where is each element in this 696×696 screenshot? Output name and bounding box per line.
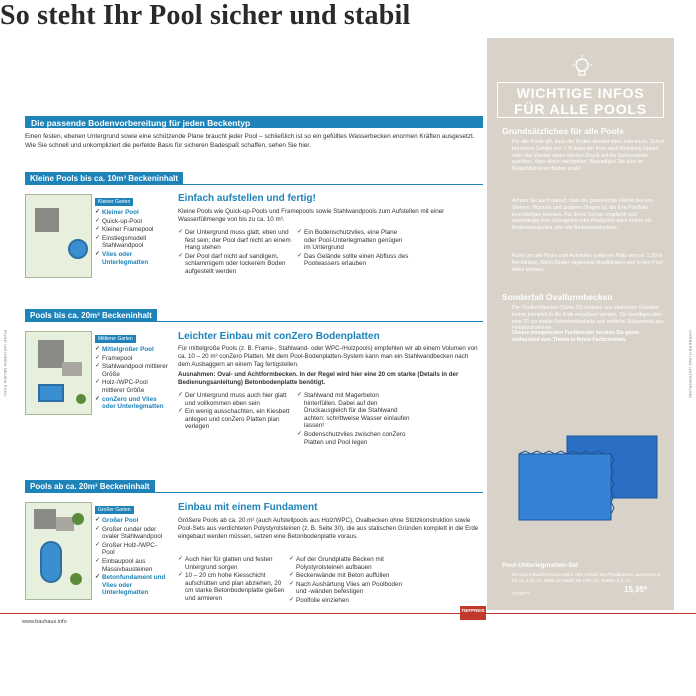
sidebar-text-5: Unsere kompetenten Fachberater beraten Sie gerne umfassend zum Thema in Ihrem Fachcentrum. xyxy=(512,330,640,343)
list-item: ✓ Großer Pool xyxy=(95,517,169,525)
house-icon xyxy=(34,509,56,529)
section-1-rule xyxy=(25,184,483,185)
product-name: Pool-Unterlegmatten-Set xyxy=(502,562,579,569)
sidebar-title-line1: WICHTIGE INFOS xyxy=(516,85,645,101)
lightbulb-icon xyxy=(570,55,594,81)
list-item: ✓ Ein wenig ausschachten, ein Kiesbett anlegen und conZero Platten plan verlegen xyxy=(178,408,291,431)
product-number: 2758977 xyxy=(512,591,530,596)
list-item: ✓ Stahlwandpool mittlerer Größe xyxy=(95,363,169,378)
section-3-col2 xyxy=(289,556,409,606)
list-item: ✓ Holz-/WPC-Pool mittlerer Größe xyxy=(95,379,169,394)
garden-tag-small: Kleiner Garten xyxy=(95,198,133,206)
list-item: ✓ Einbaupool aus Massivbausteinen xyxy=(95,558,169,573)
footer-url[interactable]: www.bauhaus.info xyxy=(22,619,67,625)
medium-pool-checklist xyxy=(95,346,169,412)
page-title: So steht Ihr Pool sicher und stabil xyxy=(0,0,411,31)
list-item: ✓ Großer Holz-/WPC-Pool xyxy=(95,542,169,557)
section-1-col2 xyxy=(297,229,410,269)
section-2-bar: Pools bis ca. 20m³ Beckeninhalt xyxy=(25,309,157,321)
section-2-bold-text: Ausnahmen: Oval- und Achtformbecken. In der Regel wird hier eine 20 cm starke (Details in der Bedienungsanleitung) Betonbodenplatte benötigt. xyxy=(178,371,459,386)
section-2-rule xyxy=(25,321,483,322)
list-item: ✓ Mittelgroßer Pool xyxy=(95,346,169,354)
garden-tag-medium: Mittlerer Garten xyxy=(95,335,136,343)
section-2-text: Für mittelgroße Pools (z. B. Frame-, Stahlwand- oder WPC-/Holzpools) empfehlen wir ab einem Volumen von ca. 10 – 20 m³ conZero Platten. Mit dem Pool-Bodenplatten-System kann man ein Stahlwandbecken nach dem Ausbaggern an einem Tag fertigstellen. xyxy=(178,345,478,368)
sidebar-text-3: Rund um alle Pools zum Aufstellen sollte ein Platz von ca. 1,20 m frei bleiben, damit Kinder nirgendwo draufklettern und in den Pool fallen können. xyxy=(512,253,663,273)
small-garden-plan xyxy=(25,194,92,278)
list-item: ✓ Bodenschutzvlies zwischen conZero Platten und Pool legen xyxy=(297,431,410,446)
left-margin-text: RUND UM IHREN NEUEN POOL xyxy=(3,330,8,397)
tree-icon xyxy=(72,513,84,525)
terrace-icon xyxy=(62,362,82,376)
list-item: ✓ Kleiner Pool xyxy=(95,209,165,217)
section-3-rule xyxy=(25,492,483,493)
section-1-heading: Einfach aufstellen und fertig! xyxy=(178,193,316,204)
footer-rule xyxy=(0,613,696,614)
list-item: ✓ Kleiner Framepool xyxy=(95,226,165,234)
large-pool-checklist xyxy=(95,517,169,598)
list-item: ✓ Der Untergrund muss glatt, eben und fest sein; der Pool darf nicht an einem Hang stehen xyxy=(178,229,291,252)
list-item: ✓ Nach Aushärtung Vlies am Poolboden und -wänden befestigen xyxy=(289,581,409,596)
section-3-col1 xyxy=(178,556,288,604)
list-item: ✓ Framepool xyxy=(95,355,169,363)
medium-garden-plan xyxy=(25,331,92,415)
list-item: ✓ Großer runder oder ovaler Stahlwandpool xyxy=(95,526,169,541)
right-margin-text: VORBEREITUNG UNTERGRUND xyxy=(688,330,693,399)
list-item: ✓ Ein Bodenschutzvlies, eine Plane oder Pool-Unterlegmatten genügen im Untergrund xyxy=(297,229,410,252)
sidebar-text-1: Für alle Pools gilt, dass der Boden absolut eben sein muss. Schon bei einem Gefälle von 1 % kann der Pool nach Befüllung kippen oder das Wasser einen solchen Druck auf die Seitenwände ausüben, dass diese nachgeben. Begradigen Sie also im Bedarfsfall Ihren Boden exakt. xyxy=(512,139,665,173)
sidebar-heading-general: Grundsätzliches für alle Pools xyxy=(502,126,624,136)
section-3-heading: Einbau mit einem Fundament xyxy=(178,502,318,513)
tree-icon xyxy=(70,573,82,585)
round-pool-icon xyxy=(68,239,88,259)
rectangular-pool-icon xyxy=(38,384,64,402)
list-item: ✓ Beckenwände mit Beton auffüllen xyxy=(289,572,409,580)
section-1-col1 xyxy=(178,229,291,277)
list-item: ✓ Stahlwand mit Magerbeton hinterfüllen. Dabei auf den Druckausgleich für die Stahlwand achten: schrittweise Wasser einlaufen lassen! xyxy=(297,392,410,430)
sidebar-text-4: Die Ovalformbecken (Seite 32) müssen aus statischen Gründen immer komplett in die Erde eingebaut werden. Sie benötigen also eine 20 cm starke Betonbodenplatte und seitliche Stützwände aus Hohlblocksteinen. xyxy=(512,305,664,332)
list-item: ✓ 10 – 20 cm hohe Kiesschicht aufschütten und plan abziehen, 20 cm starke Betonbodenplatte gießen und armieren xyxy=(178,572,288,602)
sidebar-title-line2: FÜR ALLE POOLS xyxy=(514,101,647,117)
list-item: ✓ Quick-up-Pool xyxy=(95,218,165,226)
section-3-bar: Pools ab ca. 20m³ Beckeninhalt xyxy=(25,480,155,492)
section-1-bar: Kleine Pools bis ca. 10m³ Beckeninhalt xyxy=(25,172,183,184)
list-item: ✓ Einstiegsmodell Stahlwandpool xyxy=(95,235,165,250)
list-item: ✓ Vlies oder Unterlegmatten xyxy=(95,251,165,266)
tiefpreis-badge: TIEFPREIS xyxy=(460,606,486,620)
list-item: ✓ Der Pool darf nicht auf sandigem, schlammigem oder lockerem Boden aufgestellt werden xyxy=(178,253,291,276)
list-item: ✓ Das Gelände sollte einen Abfluss des Poolwassers erlauben xyxy=(297,253,410,268)
intro-heading: Die passende Bodenvorbereitung für jeden Beckentyp xyxy=(25,116,483,128)
intro-text: Einen festen, ebenen Untergrund sowie eine schützende Plane braucht jeder Pool – schließlich ist so ein gefülltes Wasserbecken enormen Kräften ausgesetzt. Wie Sie schnell und unkompliziert die perfekte Basis für sicheren Badespaß schaffen, sehen Sie hier. xyxy=(25,133,475,149)
section-2-heading: Leichter Einbau mit conZero Bodenplatten xyxy=(178,331,380,342)
small-pool-checklist xyxy=(95,209,165,267)
tree-icon xyxy=(76,394,86,404)
sidebar-heading-oval: Sonderfall Ovalformbecken xyxy=(502,292,613,302)
product-description: Set aus 9 Bodenschutzmatten zum Schutz des Poolbodens, ausreichend für ca. 2,25 m². Maße je Matte: 50 x 50 cm, Stärke: 0,4 cm. xyxy=(512,572,661,583)
foam-mats-image xyxy=(505,430,665,540)
list-item: ✓ conZero und Vlies oder Unterlegmatten xyxy=(95,396,169,411)
house-icon xyxy=(38,340,64,368)
list-item: ✓ Auch hier für glatten und festen Untergrund sorgen xyxy=(178,556,288,571)
house-icon xyxy=(35,208,59,232)
list-item: ✓ Auf der Grundplatte Becken mit Polystyrolsteinen aufbauen xyxy=(289,556,409,571)
oval-pool-icon xyxy=(40,541,62,583)
product-price: 15,95* xyxy=(624,585,648,594)
list-item: ✓ Der Untergrund muss auch hier glatt und vollkommen eben sein xyxy=(178,392,291,407)
section-1-text: Kleine Pools wie Quick-up-Pools und Framepools sowie Stahlwandpools zum Aufstellen mit einer Wasserfüllmenge von bis zu ca. 10 m³. xyxy=(178,208,445,223)
garden-tag-large: Großer Garten xyxy=(95,506,134,514)
list-item: ✓ Poolfolie einziehen xyxy=(289,597,409,605)
section-2-col2 xyxy=(297,392,410,447)
section-3-text: Größere Pools ab ca. 20 m² (auch Aufstellpools aus Holz/WPC), Ovalbecken ohne Stützkonstruktion sowie Pool-Sets aus verdichteten Polystyrolsteinen (z. B. Seite 30), die aus statischen Gründen komplett in die Erde eingebaut werden müssen, setzen eine Betonbodenplatte voraus. xyxy=(178,517,479,540)
section-2-col1 xyxy=(178,392,291,432)
list-item: ✓ Betonfundament und Vlies oder Unterlegmatten xyxy=(95,574,169,597)
sidebar-text-2: Achten Sie auch darauf, dass die gewünschte Fläche frei von Steinen, Wurzeln und anderen Dingen ist, die Ihre Poolfolie beschädigen könnten. Für deren Schutz empfiehlt sich unabhängig vom Untergrund oder Poolgröße auch immer ein Bodenschutzvlies oder ein Bodenschutzplane. xyxy=(512,198,653,232)
large-garden-plan xyxy=(25,502,92,600)
